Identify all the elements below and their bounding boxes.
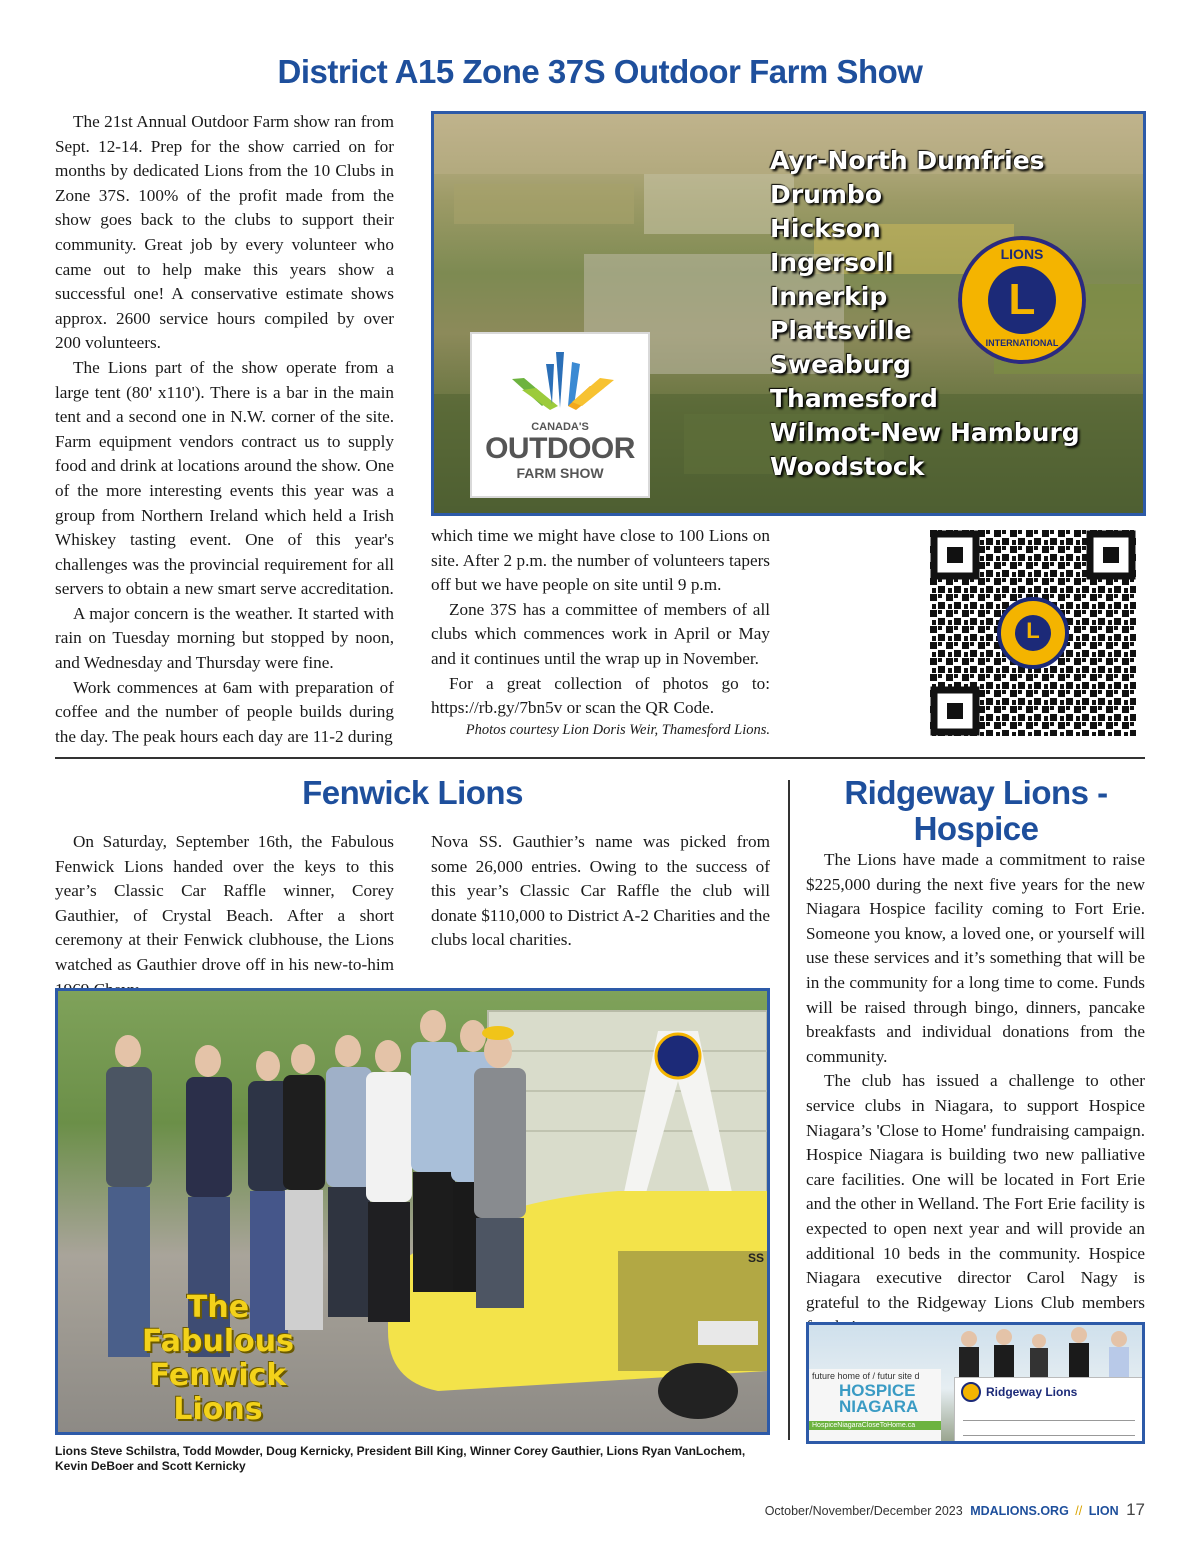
qr-code[interactable] [930, 530, 1136, 736]
photo-caption: Lions Steve Schilstra, Todd Mowder, Doug Kernicky, President Bill King, Winner Corey Gauthier, Lions Ryan VanLochem, Kevin DeBoer and Scott Kernicky [55, 1444, 746, 1473]
footer-issue: October/November/December 2023 [764, 1504, 963, 1518]
photo-overlay-text [138, 1291, 298, 1427]
emblem-letter: L [1008, 275, 1036, 324]
sign-name-line1: HOSPICE [839, 1381, 916, 1400]
overlay-line: Fenwick [149, 1358, 287, 1393]
article3-title [806, 775, 1146, 847]
lions-mini-icon [961, 1382, 981, 1402]
qr-center-letter: L [1026, 618, 1040, 643]
town-item: Wilmot-New Hamburg [770, 418, 1080, 447]
logo-line1: CANADA'S [531, 421, 589, 433]
article1-column-1 [55, 110, 394, 749]
town-item: Innerkip [770, 282, 888, 311]
town-item: Woodstock [770, 452, 925, 481]
overlay-line: Lions [173, 1392, 263, 1427]
hospice-sign [809, 1369, 941, 1444]
paragraph: On Saturday, September 16th, the Fabulous Fenwick Lions handed over the keys to this year’s Classic Car Raffle winner, Corey Gauthier, of Crystal Beach. After a short ceremony at their Fenwick clubhouse, the Lions watched as Gauthier drove off in his new-to-him [55, 832, 394, 974]
cheque [954, 1377, 1144, 1444]
page-number: 17 [1126, 1500, 1145, 1519]
sign-top-text: future home of / futur site d [812, 1371, 920, 1381]
emblem-bottom-text: INTERNATIONAL [985, 338, 1059, 348]
paragraph: The Lions part of the show operate from a large tent (80' x110'). There is a bar in the main tent and a second one in N.W. corner of the site. Farm equipment vendors contract us to supply food and drink at locations around the show. One of the more interesting events this year was a group from Northern Ireland which held a Irish Whiskey tasting event. One of this year's challenges was the provincial requirement for all servers to obtain a new smart serve accreditation. [55, 357, 394, 599]
car-badge: SS [748, 1251, 765, 1265]
overlay-line: The [186, 1290, 250, 1325]
town-item: Drumbo [770, 180, 882, 209]
logo-line3: FARM SHOW [516, 465, 604, 481]
photo-credit: Photos courtesy Lion Doris Weir, Thamesford Lions. [465, 722, 770, 738]
town-item: Sweaburg [770, 350, 911, 379]
cheque-name: Ridgeway Lions [986, 1385, 1078, 1399]
paragraph: which time we might have close to 100 Lions on site. After 2 p.m. the number of volunteers tapers off but we have people on site until 9 p.m. [431, 526, 770, 595]
article1-column-2 [431, 524, 770, 721]
footer-separator: // [1075, 1504, 1083, 1518]
overlay-line: Fabulous [142, 1324, 294, 1359]
paragraph: The club has issued a challenge to other service clubs in Niagara, to support Hospice Niagara’s 'Close to Home' fundraising campaign. Hospice Niagara is building two new palliative care facilities. One will be located in Fort Erie and the other in Welland. The Fort Erie facility is expected to open next year and will provide an additional 10 beds in the community. Hospice Niagara executive director Carol Nagy is grateful to the Ridgeway Lions Club members [806, 1071, 1145, 1312]
town-item: Plattsville [770, 316, 912, 345]
footer-brand: LION [1088, 1504, 1119, 1518]
paragraph: The Lions have made a commitment to raise $225,000 during the next five years for the new Niagara Hospice facility coming to Fort Erie. Someone you know, a loved one, or yourself will use these services and it’s something that will be in the community for a long time to come. Funds will be raised through bingo, dinners, pancake breakfasts and individual donations from the community. [806, 850, 1145, 1066]
hospice-cheque-photo [806, 1322, 1145, 1444]
outdoor-farm-show-logo [470, 332, 650, 498]
farm-show-image [431, 111, 1146, 516]
article3-column [806, 848, 1145, 1340]
town-item: Ingersoll [770, 248, 894, 277]
horizontal-divider [55, 757, 1145, 759]
paragraph: Nova SS. Gauthier’s name was picked from some 26,000 entries. Owing to the success of this year’s Classic Car Raffle the club will donate $110,000 to District A-2 Charities and the clubs local charities. [431, 832, 770, 950]
sign-name-line2: NIAGARA [839, 1397, 919, 1416]
article2-column-1 [55, 830, 394, 1002]
paragraph: For a great collection of photos go to: https://rb.gy/7bn5v or scan the QR Code. [431, 673, 770, 718]
towns-list [770, 144, 1080, 484]
title-line: Hospice [913, 810, 1039, 847]
footer-site[interactable]: MDALIONS.ORG [970, 1504, 1069, 1518]
article1-title: District A15 Zone 37S Outdoor Farm Show [277, 53, 923, 90]
paragraph: Work commences at 6am with preparation of coffee and the number of people builds during the day. The peak hours each day are 11-2 during [55, 677, 394, 746]
paragraph: A major concern is the weather. It started with rain on Tuesday morning but stopped by noon, and Wednesday and Thursday were fine. [55, 603, 394, 673]
town-item: Ayr-North Dumfries [770, 146, 1045, 175]
paragraph: The 21st Annual Outdoor Farm show ran from Sept. 12-14. Prep for the show carried on for months by dedicated Lions from the 10 Clubs in Zone 37S. 100% of the profit made from the show goes back to the clubs to support their community. Great job by every volunteer who came out to help make this years show a successful one! A conservative estimate shows approx. 2600 service hours compiled by over 200 volunteers. [55, 112, 394, 353]
paragraph: Zone 37S has a committee of members of all clubs which commences work in April or May and it continues until the wrap up in November. [431, 599, 770, 668]
article2-column-2 [431, 830, 770, 953]
vertical-divider [788, 780, 790, 1440]
town-item: Hickson [770, 214, 881, 243]
cheque-line [963, 1410, 1135, 1421]
article2-title: Fenwick Lions [302, 774, 523, 811]
title-line: Ridgeway Lions - [844, 774, 1108, 811]
sign-url: HospiceNiagaraCloseToHome.ca [809, 1421, 941, 1430]
logo-line2: OUTDOOR [485, 432, 635, 465]
wheat-leaf-icon [472, 334, 648, 416]
cheque-line [963, 1425, 1135, 1436]
town-item: Thamesford [770, 384, 938, 413]
emblem-top-text: LIONS [1000, 246, 1044, 262]
page-footer [700, 1500, 1145, 1520]
fenwick-lions-photo [55, 988, 770, 1435]
